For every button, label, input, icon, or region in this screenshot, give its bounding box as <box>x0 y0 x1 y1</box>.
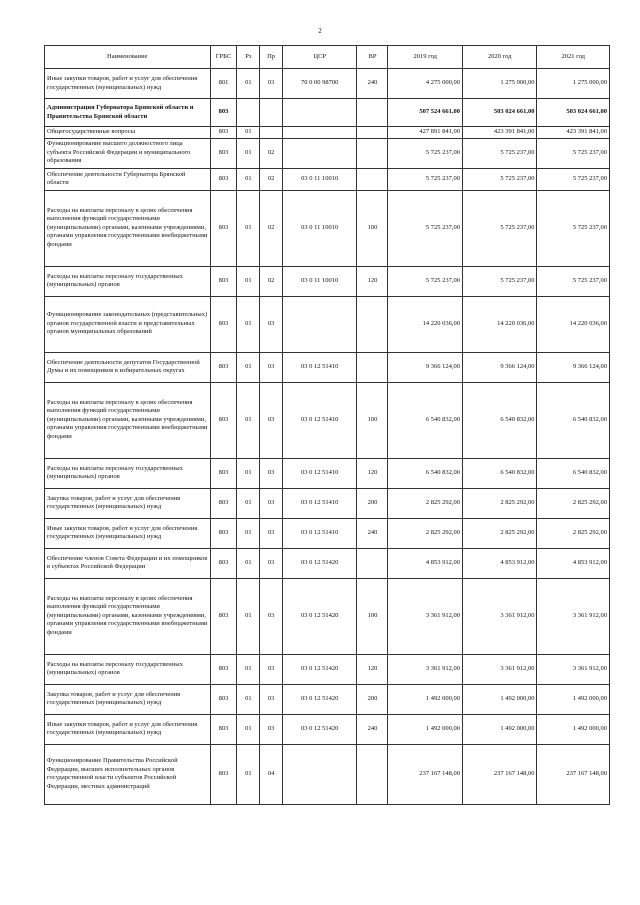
cell-grbs: 803 <box>210 138 237 168</box>
cell-csr: 03 0 12 51410 <box>282 382 357 458</box>
header-2020: 2020 год <box>462 46 537 69</box>
cell-grbs: 803 <box>210 382 237 458</box>
cell-2019: 427 891 841,00 <box>388 127 463 139</box>
cell-name: Расходы на выплаты персоналу в целях обеспечения выполнения функций государственными (муниципальными) органами, казенными учреждениями, органами управления государственными внебюджетными фондами <box>45 190 211 266</box>
cell-2021: 1 492 000,00 <box>537 684 610 714</box>
cell-vr: 100 <box>357 190 388 266</box>
cell-vr: 200 <box>357 684 388 714</box>
table-row <box>45 458 610 488</box>
table-row <box>45 744 610 804</box>
cell-2020: 2 825 292,00 <box>462 518 537 548</box>
cell-grbs: 803 <box>210 458 237 488</box>
cell-2020: 6 540 832,00 <box>462 458 537 488</box>
cell-rz: 01 <box>237 518 260 548</box>
cell-2020: 9 366 124,00 <box>462 352 537 382</box>
cell-rz: 01 <box>237 458 260 488</box>
cell-rz: 01 <box>237 488 260 518</box>
cell-grbs: 803 <box>210 684 237 714</box>
cell-2021: 5 725 237,00 <box>537 168 610 190</box>
cell-2019: 1 492 000,00 <box>388 714 463 744</box>
header-csr: ЦСР <box>282 46 357 69</box>
cell-2021: 423 391 841,00 <box>537 127 610 139</box>
cell-vr <box>357 744 388 804</box>
table-row <box>45 684 610 714</box>
cell-2020: 5 725 237,00 <box>462 138 537 168</box>
cell-pr: 03 <box>260 578 283 654</box>
cell-rz: 01 <box>237 352 260 382</box>
cell-csr: 03 0 12 51410 <box>282 518 357 548</box>
cell-pr <box>260 127 283 139</box>
cell-vr <box>357 127 388 139</box>
header-2019: 2019 год <box>388 46 463 69</box>
cell-csr: 03 0 12 51420 <box>282 578 357 654</box>
cell-csr: 03 0 12 51420 <box>282 684 357 714</box>
cell-2019: 507 524 661,00 <box>388 99 463 127</box>
cell-2021: 5 725 237,00 <box>537 266 610 296</box>
cell-csr: 03 0 12 51410 <box>282 352 357 382</box>
cell-2021: 3 361 912,00 <box>537 578 610 654</box>
cell-rz: 01 <box>237 654 260 684</box>
cell-pr: 03 <box>260 458 283 488</box>
cell-name: Обеспечение членов Совета Федерации и их помощников в субъектах Российской Федерации <box>45 548 211 578</box>
cell-grbs: 803 <box>210 127 237 139</box>
cell-2020: 5 725 237,00 <box>462 266 537 296</box>
cell-pr: 03 <box>260 69 283 99</box>
cell-2021: 6 540 832,00 <box>537 458 610 488</box>
cell-2020: 1 275 000,00 <box>462 69 537 99</box>
cell-2019: 4 853 912,00 <box>388 548 463 578</box>
cell-pr: 03 <box>260 382 283 458</box>
cell-pr: 03 <box>260 684 283 714</box>
cell-name: Закупка товаров, работ и услуг для обеспечения государственных (муниципальных) нужд <box>45 684 211 714</box>
cell-vr <box>357 548 388 578</box>
cell-csr <box>282 127 357 139</box>
cell-rz: 01 <box>237 168 260 190</box>
cell-2021: 237 167 148,00 <box>537 744 610 804</box>
cell-grbs: 801 <box>210 69 237 99</box>
cell-rz: 01 <box>237 190 260 266</box>
cell-name: Администрация Губернатора Брянской области и Правительства Брянской области <box>45 99 211 127</box>
cell-pr: 04 <box>260 744 283 804</box>
cell-name: Иные закупки товаров, работ и услуг для обеспечения государственных (муниципальных) нужд <box>45 714 211 744</box>
cell-2019: 9 366 124,00 <box>388 352 463 382</box>
header-vr: ВР <box>357 46 388 69</box>
table-row <box>45 714 610 744</box>
table-row <box>45 518 610 548</box>
cell-csr: 03 0 11 10010 <box>282 266 357 296</box>
cell-grbs: 803 <box>210 190 237 266</box>
cell-vr <box>357 138 388 168</box>
cell-csr <box>282 138 357 168</box>
cell-2020: 3 361 912,00 <box>462 654 537 684</box>
table-row <box>45 548 610 578</box>
cell-grbs: 803 <box>210 488 237 518</box>
cell-2019: 5 725 237,00 <box>388 168 463 190</box>
cell-grbs: 803 <box>210 296 237 352</box>
cell-2021: 3 361 912,00 <box>537 654 610 684</box>
cell-pr: 02 <box>260 138 283 168</box>
cell-2021: 503 024 661,00 <box>537 99 610 127</box>
cell-grbs: 803 <box>210 518 237 548</box>
table-row <box>45 190 610 266</box>
cell-grbs: 803 <box>210 744 237 804</box>
cell-csr <box>282 99 357 127</box>
cell-vr: 100 <box>357 578 388 654</box>
cell-name: Общегосударственные вопросы <box>45 127 211 139</box>
cell-name: Функционирование Правительства Российской Федерации, высших исполнительных органов государственной власти субъектов Российской Федерации, местных администраций <box>45 744 211 804</box>
cell-2021: 2 825 292,00 <box>537 488 610 518</box>
cell-pr <box>260 99 283 127</box>
cell-2019: 5 725 237,00 <box>388 138 463 168</box>
table-header-row <box>45 46 610 69</box>
cell-pr: 02 <box>260 168 283 190</box>
cell-2020: 423 391 841,00 <box>462 127 537 139</box>
cell-pr: 03 <box>260 296 283 352</box>
cell-2019: 4 275 000,00 <box>388 69 463 99</box>
cell-grbs: 803 <box>210 548 237 578</box>
cell-pr: 03 <box>260 548 283 578</box>
cell-grbs: 803 <box>210 266 237 296</box>
cell-2019: 237 167 148,00 <box>388 744 463 804</box>
cell-2020: 14 220 036,00 <box>462 296 537 352</box>
cell-pr: 03 <box>260 352 283 382</box>
cell-2021: 2 825 292,00 <box>537 518 610 548</box>
budget-table <box>44 45 610 805</box>
cell-rz: 01 <box>237 266 260 296</box>
cell-vr <box>357 168 388 190</box>
table-row <box>45 138 610 168</box>
cell-rz: 01 <box>237 138 260 168</box>
cell-2019: 5 725 237,00 <box>388 190 463 266</box>
cell-vr: 240 <box>357 518 388 548</box>
cell-name: Закупка товаров, работ и услуг для обеспечения государственных (муниципальных) нужд <box>45 488 211 518</box>
table-row <box>45 488 610 518</box>
cell-2020: 503 024 661,00 <box>462 99 537 127</box>
table-row <box>45 99 610 127</box>
cell-csr: 03 0 11 10010 <box>282 168 357 190</box>
cell-2021: 14 220 036,00 <box>537 296 610 352</box>
table-row <box>45 266 610 296</box>
cell-name: Иные закупки товаров, работ и услуг для обеспечения государственных (муниципальных) нужд <box>45 518 211 548</box>
cell-csr: 03 0 12 51420 <box>282 654 357 684</box>
cell-rz: 01 <box>237 744 260 804</box>
cell-grbs: 803 <box>210 99 237 127</box>
cell-2019: 3 361 912,00 <box>388 654 463 684</box>
cell-grbs: 803 <box>210 168 237 190</box>
cell-2020: 2 825 292,00 <box>462 488 537 518</box>
cell-pr: 03 <box>260 714 283 744</box>
cell-2019: 5 725 237,00 <box>388 266 463 296</box>
cell-2019: 2 825 292,00 <box>388 488 463 518</box>
table-row <box>45 127 610 139</box>
cell-csr: 03 0 12 51410 <box>282 488 357 518</box>
cell-rz: 01 <box>237 382 260 458</box>
cell-csr: 70 0 00 98700 <box>282 69 357 99</box>
cell-2021: 1 275 000,00 <box>537 69 610 99</box>
cell-name: Расходы на выплаты персоналу в целях обеспечения выполнения функций государственными (муниципальными) органами, казенными учреждениями, органами управления государственными внебюджетными фондами <box>45 382 211 458</box>
cell-2019: 6 540 832,00 <box>388 382 463 458</box>
cell-name: Расходы на выплаты персоналу в целях обеспечения выполнения функций государственными (муниципальными) органами, казенными учреждениями, органами управления государственными внебюджетными фондами <box>45 578 211 654</box>
cell-2019: 1 492 000,00 <box>388 684 463 714</box>
cell-rz: 01 <box>237 714 260 744</box>
cell-2021: 9 366 124,00 <box>537 352 610 382</box>
cell-grbs: 803 <box>210 714 237 744</box>
cell-name: Функционирование законодательных (представительных) органов государственной власти и представительных органов муниципальных образований <box>45 296 211 352</box>
table-row <box>45 654 610 684</box>
table-row <box>45 69 610 99</box>
header-grbs: ГРБС <box>210 46 237 69</box>
header-2021: 2021 год <box>537 46 610 69</box>
cell-rz: 01 <box>237 296 260 352</box>
table-row <box>45 382 610 458</box>
table-row <box>45 578 610 654</box>
cell-2020: 5 725 237,00 <box>462 168 537 190</box>
cell-2021: 5 725 237,00 <box>537 138 610 168</box>
cell-rz: 01 <box>237 127 260 139</box>
cell-grbs: 803 <box>210 578 237 654</box>
cell-2020: 1 492 000,00 <box>462 684 537 714</box>
cell-2019: 3 361 912,00 <box>388 578 463 654</box>
header-name: Наименование <box>45 46 211 69</box>
cell-name: Иные закупки товаров, работ и услуг для обеспечения государственных (муниципальных) нужд <box>45 69 211 99</box>
cell-csr <box>282 296 357 352</box>
table-row <box>45 296 610 352</box>
cell-2021: 1 492 000,00 <box>537 714 610 744</box>
cell-2019: 6 540 832,00 <box>388 458 463 488</box>
cell-vr: 240 <box>357 714 388 744</box>
cell-name: Функционирование высшего должностного лица субъекта Российской Федерации и муниципального образования <box>45 138 211 168</box>
cell-2019: 14 220 036,00 <box>388 296 463 352</box>
table-row <box>45 352 610 382</box>
cell-vr: 240 <box>357 69 388 99</box>
cell-vr <box>357 296 388 352</box>
header-pr: Пр <box>260 46 283 69</box>
cell-name: Расходы на выплаты персоналу государственных (муниципальных) органов <box>45 458 211 488</box>
cell-vr: 100 <box>357 382 388 458</box>
cell-vr: 120 <box>357 266 388 296</box>
cell-grbs: 803 <box>210 654 237 684</box>
cell-2021: 5 725 237,00 <box>537 190 610 266</box>
cell-rz <box>237 99 260 127</box>
cell-vr: 120 <box>357 458 388 488</box>
cell-csr: 03 0 11 10010 <box>282 190 357 266</box>
cell-vr: 120 <box>357 654 388 684</box>
cell-rz: 01 <box>237 684 260 714</box>
cell-csr: 03 0 12 51410 <box>282 458 357 488</box>
cell-2020: 6 540 832,00 <box>462 382 537 458</box>
cell-grbs: 803 <box>210 352 237 382</box>
cell-2020: 3 361 912,00 <box>462 578 537 654</box>
cell-2021: 6 540 832,00 <box>537 382 610 458</box>
cell-pr: 03 <box>260 654 283 684</box>
cell-vr <box>357 99 388 127</box>
cell-rz: 01 <box>237 69 260 99</box>
cell-csr <box>282 744 357 804</box>
header-rz: Рз <box>237 46 260 69</box>
cell-csr: 03 0 12 51420 <box>282 548 357 578</box>
cell-pr: 02 <box>260 190 283 266</box>
cell-rz: 01 <box>237 548 260 578</box>
cell-vr: 200 <box>357 488 388 518</box>
cell-vr <box>357 352 388 382</box>
cell-2020: 237 167 148,00 <box>462 744 537 804</box>
cell-2020: 5 725 237,00 <box>462 190 537 266</box>
cell-csr: 03 0 12 51420 <box>282 714 357 744</box>
cell-2021: 4 853 912,00 <box>537 548 610 578</box>
cell-name: Расходы на выплаты персоналу государственных (муниципальных) органов <box>45 266 211 296</box>
cell-name: Обеспечение деятельности Губернатора Брянской области <box>45 168 211 190</box>
table-row <box>45 168 610 190</box>
cell-pr: 03 <box>260 518 283 548</box>
cell-2019: 2 825 292,00 <box>388 518 463 548</box>
cell-name: Расходы на выплаты персоналу государственных (муниципальных) органов <box>45 654 211 684</box>
page-number: 2 <box>318 27 322 35</box>
cell-name: Обеспечение деятельности депутатов Государственной Думы и их помощников в избирательных округах <box>45 352 211 382</box>
cell-pr: 03 <box>260 488 283 518</box>
cell-2020: 4 853 912,00 <box>462 548 537 578</box>
cell-rz: 01 <box>237 578 260 654</box>
cell-2020: 1 492 000,00 <box>462 714 537 744</box>
cell-pr: 02 <box>260 266 283 296</box>
